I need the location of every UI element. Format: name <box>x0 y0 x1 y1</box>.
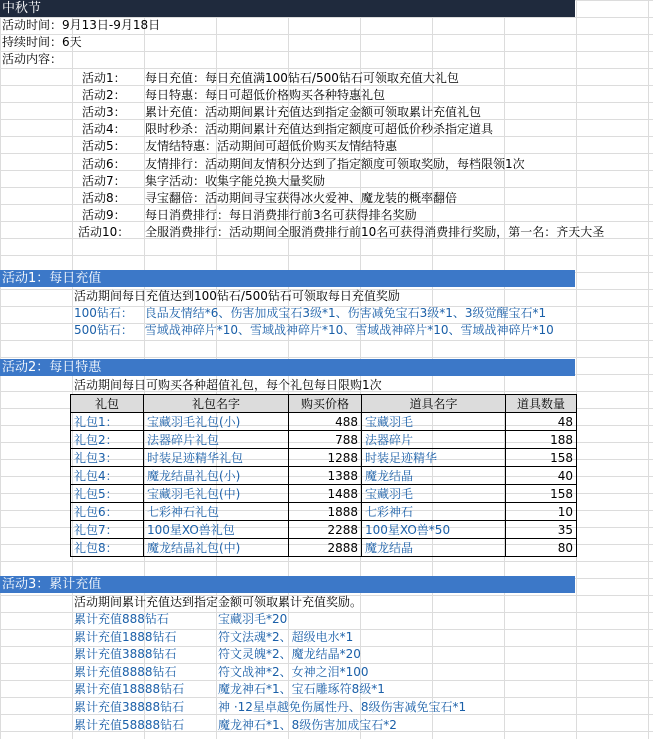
activity-desc: 全服消费排行：活动期间全服消费排行前10名可获得消费排行奖励，第一名：齐天大圣 <box>145 224 605 239</box>
cell-price: 488 <box>289 413 362 431</box>
col-pack: 礼包 <box>71 395 144 413</box>
section3-header: 活动3：累计充值 <box>0 576 575 593</box>
cell-price: 2888 <box>289 539 362 557</box>
activity-label: 活动1： <box>82 71 126 85</box>
activity-desc: 每日特惠：每日可超低价格购买各种特惠礼包 <box>145 88 386 103</box>
cell-pack: 礼包6： <box>71 503 144 521</box>
activity-item <box>0 173 653 190</box>
tier-label: 500钻石： <box>74 323 133 337</box>
activity-desc: 每日充值：每日充值满100钻石/500钻石可领取充值大礼包 <box>145 71 459 85</box>
activity-label: 活动4： <box>82 122 126 137</box>
tier-label: 累计充值1888钻石 <box>74 629 177 644</box>
cell-item-name: 七彩神石 <box>362 503 506 521</box>
tier-reward: 神 ·12星卓越免伤属性丹、8级伤害减免宝石*1 <box>218 700 467 714</box>
cell-price: 2288 <box>289 521 362 539</box>
activity-desc: 友情结特惠：活动期间可超低价购买友情结特惠 <box>145 139 398 154</box>
event-time: 活动时间：9月13日-9月18日 <box>2 18 161 32</box>
tier-reward: 良品友情结*6、伤害加成宝石3级*1、伤害减免宝石3级*1、3级觉醒宝石*1 <box>144 306 547 320</box>
cell-pack-name: 法器碎片礼包 <box>144 431 289 449</box>
cell-item-name: 魔龙结晶 <box>362 539 506 557</box>
tier-label: 累计充值888钻石 <box>74 612 169 626</box>
cell-item-name: 宝藏羽毛 <box>362 485 506 503</box>
section3-desc: 活动期间累计充值达到指定金额可领取累计充值奖励。 <box>74 595 363 609</box>
tier-label: 累计充值3888钻石 <box>74 647 177 662</box>
activity-desc: 限时秒杀：活动期间累计充值达到指定额度可超低价秒杀指定道具 <box>145 122 494 137</box>
cell-price: 1288 <box>289 449 362 467</box>
activity-label: 活动9： <box>82 207 126 222</box>
tier-label: 累计充值38888钻石 <box>74 700 185 714</box>
table-header-row <box>71 395 577 413</box>
cell-item-qty: 158 <box>506 485 577 503</box>
cell-item-qty: 48 <box>506 413 577 431</box>
activity-item <box>0 70 653 87</box>
activity-label: 活动10： <box>78 224 130 239</box>
tier-reward: 符文战神*2、女神之泪*100 <box>218 664 369 679</box>
table-row <box>71 521 577 539</box>
cell-item-qty: 40 <box>506 467 577 485</box>
cell-pack: 礼包5： <box>71 485 144 503</box>
col-item-name: 道具名字 <box>362 395 506 413</box>
activity-item <box>0 156 653 173</box>
activity-item <box>0 104 653 121</box>
table-row <box>71 413 577 431</box>
event-duration: 持续时间：6天 <box>2 35 82 49</box>
cell-pack: 礼包2： <box>71 431 144 449</box>
section1-tier-500 <box>74 322 554 339</box>
table-row <box>71 449 577 467</box>
cell-pack-name: 时装足迹精华礼包 <box>144 449 289 467</box>
activity-item <box>0 87 653 104</box>
cell-item-qty: 80 <box>506 539 577 557</box>
cell-item-name: 宝藏羽毛 <box>362 413 506 431</box>
tier-reward: 宝藏羽毛*20 <box>218 612 288 626</box>
content-label: 活动内容： <box>2 52 63 66</box>
cell-item-qty: 188 <box>506 431 577 449</box>
activity-desc: 寻宝翻倍：活动期间寻宝获得冰火爱神、魔龙装的概率翻倍 <box>145 190 458 205</box>
cell-item-qty: 158 <box>506 449 577 467</box>
tier-reward: 符文灵魄*2、魔龙结晶*20 <box>218 647 361 662</box>
section1-header: 活动1：每日充值 <box>0 270 575 287</box>
tier-label: 累计充值18888钻石 <box>74 682 185 697</box>
cell-pack-name: 100星XO兽礼包 <box>144 521 289 539</box>
table-row <box>71 431 577 449</box>
cell-price: 1388 <box>289 467 362 485</box>
cell-price: 1888 <box>289 503 362 521</box>
section2-desc: 活动期间每日可购买各种超值礼包，每个礼包每日限购1次 <box>74 378 382 392</box>
section1-tier-100 <box>74 305 546 322</box>
activity-label: 活动2： <box>82 88 126 103</box>
cell-pack: 礼包3： <box>71 449 144 467</box>
cell-item-qty: 10 <box>506 503 577 521</box>
cell-pack-name: 魔龙结晶礼包(小) <box>144 467 289 485</box>
page-title: 中秋节 <box>0 0 575 17</box>
cell-item-name: 魔龙结晶 <box>362 467 506 485</box>
cell-pack: 礼包1： <box>71 413 144 431</box>
col-pack-name: 礼包名字 <box>144 395 289 413</box>
activity-desc: 累计充值：活动期间累计充值达到指定金额可领取累计充值礼包 <box>145 105 482 120</box>
col-item-qty: 道具数量 <box>506 395 577 413</box>
activity-item <box>0 207 653 224</box>
cell-pack: 礼包7： <box>71 521 144 539</box>
section2-header: 活动2：每日特惠 <box>0 359 575 376</box>
tier-reward: 雪域战神碎片*10、雪域战神碎片*10、雪域战神碎片*10、雪域战神碎片*10 <box>144 323 554 337</box>
col-price: 购买价格 <box>289 395 362 413</box>
table-row <box>71 539 577 557</box>
cell-item-name: 法器碎片 <box>362 431 506 449</box>
cell-item-name: 时装足迹精华 <box>362 449 506 467</box>
cell-item-name: 100星XO兽*50 <box>362 521 506 539</box>
section1-desc: 活动期间每日充值达到100钻石/500钻石可领取每日充值奖励 <box>74 289 400 303</box>
tier-reward: 魔龙神石*1、宝石雕琢符8级*1 <box>218 682 385 697</box>
activity-label: 活动7： <box>82 173 126 188</box>
activity-item <box>0 190 653 207</box>
table-row <box>71 485 577 503</box>
activity-item <box>0 138 653 155</box>
activity-desc: 每日消费排行：每日消费排行前3名可获得排名奖励 <box>145 207 417 222</box>
cell-item-qty: 35 <box>506 521 577 539</box>
tier-label: 100钻石： <box>74 306 133 320</box>
activity-label: 活动8： <box>82 190 126 205</box>
cell-pack-name: 七彩神石礼包 <box>144 503 289 521</box>
tier-label: 累计充值8888钻石 <box>74 664 177 679</box>
tier-reward: 魔龙神石*1、8级伤害加成宝石*2 <box>218 717 397 732</box>
activity-label: 活动3： <box>82 105 126 120</box>
activity-desc: 友情排行：活动期间友情积分达到了指定额度可领取奖励，每档限领1次 <box>145 156 525 171</box>
cell-price: 788 <box>289 431 362 449</box>
activity-label: 活动6： <box>82 156 126 171</box>
activity-label: 活动5： <box>82 139 126 154</box>
activity-desc: 集字活动：收集字能兑换大量奖励 <box>145 173 326 188</box>
cell-pack-name: 宝藏羽毛礼包(小) <box>144 413 289 431</box>
cell-pack: 礼包8： <box>71 539 144 557</box>
tier-reward: 符文法魂*2、超级电水*1 <box>218 629 354 644</box>
activity-item <box>0 224 653 241</box>
cell-price: 1488 <box>289 485 362 503</box>
table-row <box>71 503 577 521</box>
tier-label: 累计充值58888钻石 <box>74 717 185 732</box>
cell-pack: 礼包4： <box>71 467 144 485</box>
cell-pack-name: 宝藏羽毛礼包(中) <box>144 485 289 503</box>
table-row <box>71 467 577 485</box>
activity-item <box>0 121 653 138</box>
gift-pack-table <box>70 394 577 557</box>
cell-pack-name: 魔龙结晶礼包(中) <box>144 539 289 557</box>
